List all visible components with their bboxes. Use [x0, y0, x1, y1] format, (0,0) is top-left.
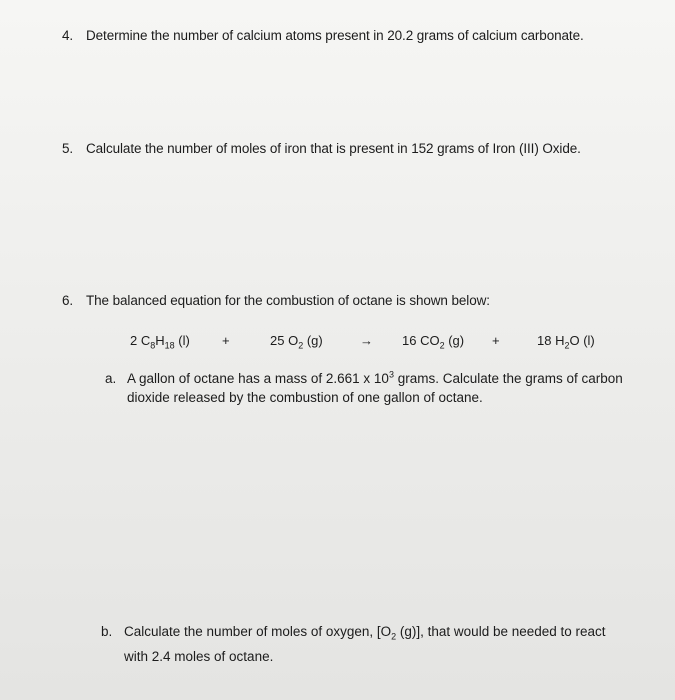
- part-a-line2: dioxide released by the combustion of one gallon of octane.: [127, 389, 483, 405]
- part-letter: a.: [105, 370, 117, 386]
- question-text: The balanced equation for the combustion of octane is shown below:: [86, 293, 490, 308]
- question-6: [62, 293, 490, 308]
- question-text: Determine the number of calcium atoms present in 20.2 grams of calcium carbonate.: [86, 28, 584, 43]
- question-number: 4.: [62, 28, 74, 43]
- question-5: [62, 141, 581, 156]
- equation-plus: +: [222, 333, 230, 348]
- part-a-line1: A gallon of octane has a mass of 2.661 x $10^3$ grams. Calculate the grams of carbon: [127, 369, 623, 386]
- part-b-line1: Calculate the number of moles of oxygen, [$O_2$ (g)], that would be needed to react: [124, 624, 606, 642]
- part-b-line2: with 2.4 moles of octane.: [124, 648, 274, 664]
- equation-term-co2: 16 $CO_2$ (g): [402, 333, 465, 351]
- equation-plus: +: [492, 333, 500, 348]
- part-letter: b.: [101, 624, 113, 639]
- part-b: [101, 622, 606, 666]
- equation-term-oxygen: 25 $O_2$ (g): [270, 333, 323, 351]
- equation-term-octane: 2 $C_8H_{18}$ (l): [130, 333, 190, 351]
- question-text: Calculate the number of moles of iron that is present in 152 grams of Iron (III) Oxide.: [86, 141, 581, 156]
- question-number: 5.: [62, 141, 74, 156]
- part-a: [105, 365, 623, 407]
- question-number: 6.: [62, 293, 74, 308]
- question-4: [62, 28, 584, 43]
- reaction-arrow-icon: →: [360, 333, 373, 348]
- equation-term-water: 18 $H_2O$ (l): [537, 333, 595, 351]
